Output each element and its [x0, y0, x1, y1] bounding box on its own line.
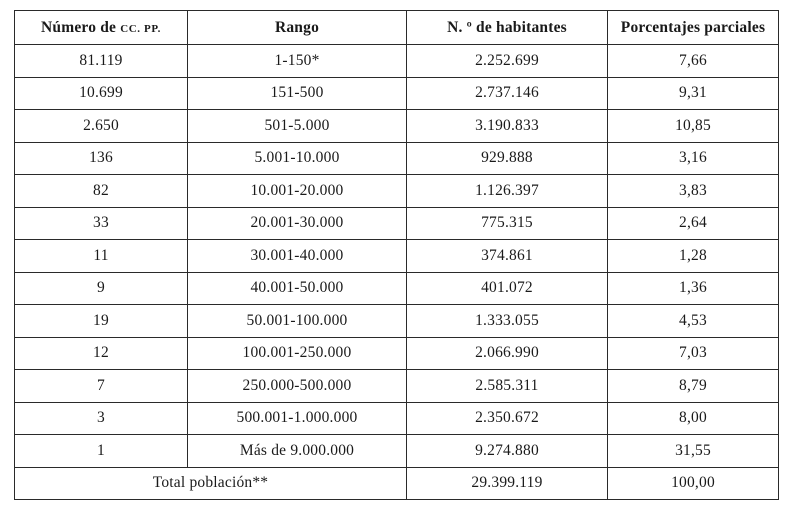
cell-inhabitants: 775.315: [407, 207, 608, 240]
total-row: [15, 467, 779, 500]
cell-inhabitants: 2.066.990: [407, 337, 608, 370]
cell-inhabitants: 2.737.146: [407, 77, 608, 110]
header-row: [15, 11, 779, 45]
cell-range: 250.000-500.000: [188, 370, 407, 403]
table-row: [15, 45, 779, 78]
table-row: [15, 77, 779, 110]
cell-percent: 4,53: [608, 305, 779, 338]
cell-percent: 3,83: [608, 175, 779, 208]
table-row: [15, 110, 779, 143]
cell-percent: 9,31: [608, 77, 779, 110]
cell-range: Más de 9.000.000: [188, 435, 407, 468]
cell-inhabitants: 401.072: [407, 272, 608, 305]
cell-count: 7: [15, 370, 188, 403]
header-count-label: Número de: [41, 18, 117, 36]
cell-count: 136: [15, 142, 188, 175]
total-inhabitants: 29.399.119: [407, 467, 608, 500]
cell-range: 40.001-50.000: [188, 272, 407, 305]
table-row: [15, 142, 779, 175]
cell-count: 3: [15, 402, 188, 435]
cell-count: 10.699: [15, 77, 188, 110]
table-header: [15, 11, 779, 45]
cell-count: 82: [15, 175, 188, 208]
cell-percent: 8,00: [608, 402, 779, 435]
cell-inhabitants: 3.190.833: [407, 110, 608, 143]
table-row: [15, 240, 779, 273]
header-count-abbrev: CC. PP.: [120, 22, 161, 35]
cell-count: 33: [15, 207, 188, 240]
cell-count: 81.119: [15, 45, 188, 78]
header-percent: Porcentajes parciales: [608, 11, 779, 45]
header-range: Rango: [188, 11, 407, 45]
table-row: [15, 337, 779, 370]
header-inhabitants: N. º de habitantes: [407, 11, 608, 45]
cell-count: 2.650: [15, 110, 188, 143]
table-row: [15, 207, 779, 240]
cell-inhabitants: 9.274.880: [407, 435, 608, 468]
cell-range: 50.001-100.000: [188, 305, 407, 338]
table-row: [15, 272, 779, 305]
table-row: [15, 305, 779, 338]
cell-range: 151-500: [188, 77, 407, 110]
total-label: Total población**: [15, 467, 407, 500]
cell-percent: 7,03: [608, 337, 779, 370]
cell-count: 1: [15, 435, 188, 468]
cell-inhabitants: 2.350.672: [407, 402, 608, 435]
cell-percent: 10,85: [608, 110, 779, 143]
population-table: [14, 10, 779, 500]
total-percent: 100,00: [608, 467, 779, 500]
cell-inhabitants: 2.252.699: [407, 45, 608, 78]
cell-percent: 31,55: [608, 435, 779, 468]
cell-count: 9: [15, 272, 188, 305]
table-row: [15, 370, 779, 403]
cell-percent: 1,36: [608, 272, 779, 305]
cell-range: 10.001-20.000: [188, 175, 407, 208]
cell-inhabitants: 1.333.055: [407, 305, 608, 338]
cell-count: 12: [15, 337, 188, 370]
cell-inhabitants: 374.861: [407, 240, 608, 273]
cell-range: 501-5.000: [188, 110, 407, 143]
cell-inhabitants: 929.888: [407, 142, 608, 175]
table-row: [15, 402, 779, 435]
table-row: [15, 435, 779, 468]
cell-count: 19: [15, 305, 188, 338]
cell-range: 500.001-1.000.000: [188, 402, 407, 435]
cell-range: 5.001-10.000: [188, 142, 407, 175]
cell-range: 30.001-40.000: [188, 240, 407, 273]
cell-percent: 2,64: [608, 207, 779, 240]
cell-count: 11: [15, 240, 188, 273]
cell-range: 20.001-30.000: [188, 207, 407, 240]
cell-percent: 8,79: [608, 370, 779, 403]
cell-range: 100.001-250.000: [188, 337, 407, 370]
table-row: [15, 175, 779, 208]
cell-inhabitants: 2.585.311: [407, 370, 608, 403]
cell-percent: 7,66: [608, 45, 779, 78]
header-count: [15, 11, 188, 45]
table-body: [15, 45, 779, 500]
cell-percent: 1,28: [608, 240, 779, 273]
cell-range: 1-150*: [188, 45, 407, 78]
cell-percent: 3,16: [608, 142, 779, 175]
cell-inhabitants: 1.126.397: [407, 175, 608, 208]
